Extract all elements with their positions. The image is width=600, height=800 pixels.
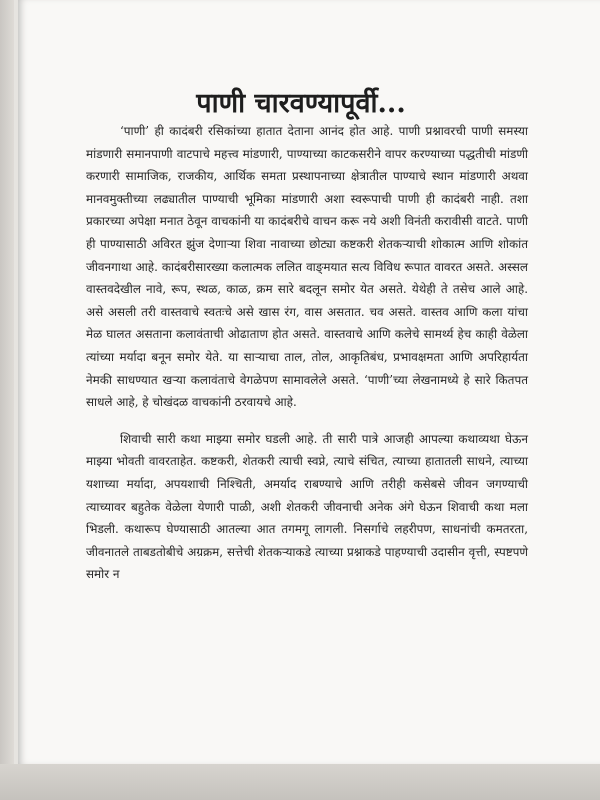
paragraph-2: शिवाची सारी कथा माझ्या समोर घडली आहे. ती सारी पात्रे आजही आपल्या कथाव्यथा घेऊन माझ्या भोवती वावरताहेत. कष्टकरी, शेतकरी त्याची स्वप्ने, त्याचे संचित, त्याच्या हातातली साधने, त्याच्या यशाच्या मर्यादा, अपयशाची निश्चिती, अमर्याद राबण्याचे आणि तरीही कसेबसे जीवन जगण्याची त्याच्यावर बहुतेक वेळेला येणारी पाळी, अशी शेतकरी जीवनाची अनेक अंगे घेऊन शिवाची कथा मला भिडली. कथारूप घेण्यासाठी आतल्या आत तगमगू लागली. निसर्गाचे लहरीपण, साधनांची कमतरता, जीवनातले ताबडतोबीचे अग्रक्रम, सत्तेची शेतकऱ्याकडे त्याच्या प्रश्नाकडे पाहण्याची उदासीन वृत्ती, स्पष्टपणे समोर न (86, 431, 528, 582)
paragraph-1: ‘पाणी’ ही कादंबरी रसिकांच्या हातात देताना आनंद होत आहे. पाणी प्रश्नावरची पाणी समस्या मांडणारी समानपाणी वाटपाचे महत्त्व मांडणारी, पाण्याच्या काटकसरीने वापर करण्याच्या पद्धतीची मांडणी करणारी सामाजिक, राजकीय, आर्थिक समता प्रस्थापनाच्या क्षेत्रातील पाण्याचे स्थान मांडणारी अथवा मानवमुक्तीच्या लढ्यातील पाण्याची भूमिका मांडणारी अशा स्वरूपाची पाणी ही कादंबरी नाही. तशा प्रकारच्या अपेक्षा मनात ठेवून वाचकांनी या कादंबरीचे वाचन करू नये अशी विनंती करावीसी वाटते. पाणी ही पाण्यासाठी अविरत झुंज देणाऱ्या शिवा नावाच्या छोट्या कष्टकरी शेतकऱ्याची शोकात्म आणि शोकांत जीवनगाथा आहे. कादंबरीसारख्या कलात्मक ललित वाङ्‌मयात सत्य विविध रूपात वावरत असते. अस्सल वास्तवदेखील नावे, रूप, स्थळ, काळ, क्रम सारे बदलून समोर येत असते. येथेही ते तसेच आले आहे. असे असली तरी वास्तवाचे स्वतःचे असे खास रंग, वास असतात. चव असते. वास्तव आणि कला यांचा मेळ घालत असताना कलावंताची ओढाताण होत असते. वास्तवाचे आणि कलेचे सामर्थ्य हेच काही वेळेला त्यांच्या मर्यादा बनून समोर येते. या साऱ्याचा ताल, तोल, आकृतिबंध, प्रभावक्षमता आणि अपरिहार्यता नेमकी साधण्यात खऱ्या कलावंताचे वेगळेपण सामावलेले असते. ‘पाणी’च्या लेखनामध्ये हे सारे कितपत साधले आहे, हे चोखंदळ वाचकांनी ठरवायचे आहे. (86, 124, 528, 410)
page-bottom-edge (0, 764, 600, 800)
left-edge-shadow (0, 0, 14, 800)
page-title: पाणी चारवण्यापूर्वी... (196, 88, 406, 120)
body-text (86, 120, 528, 586)
